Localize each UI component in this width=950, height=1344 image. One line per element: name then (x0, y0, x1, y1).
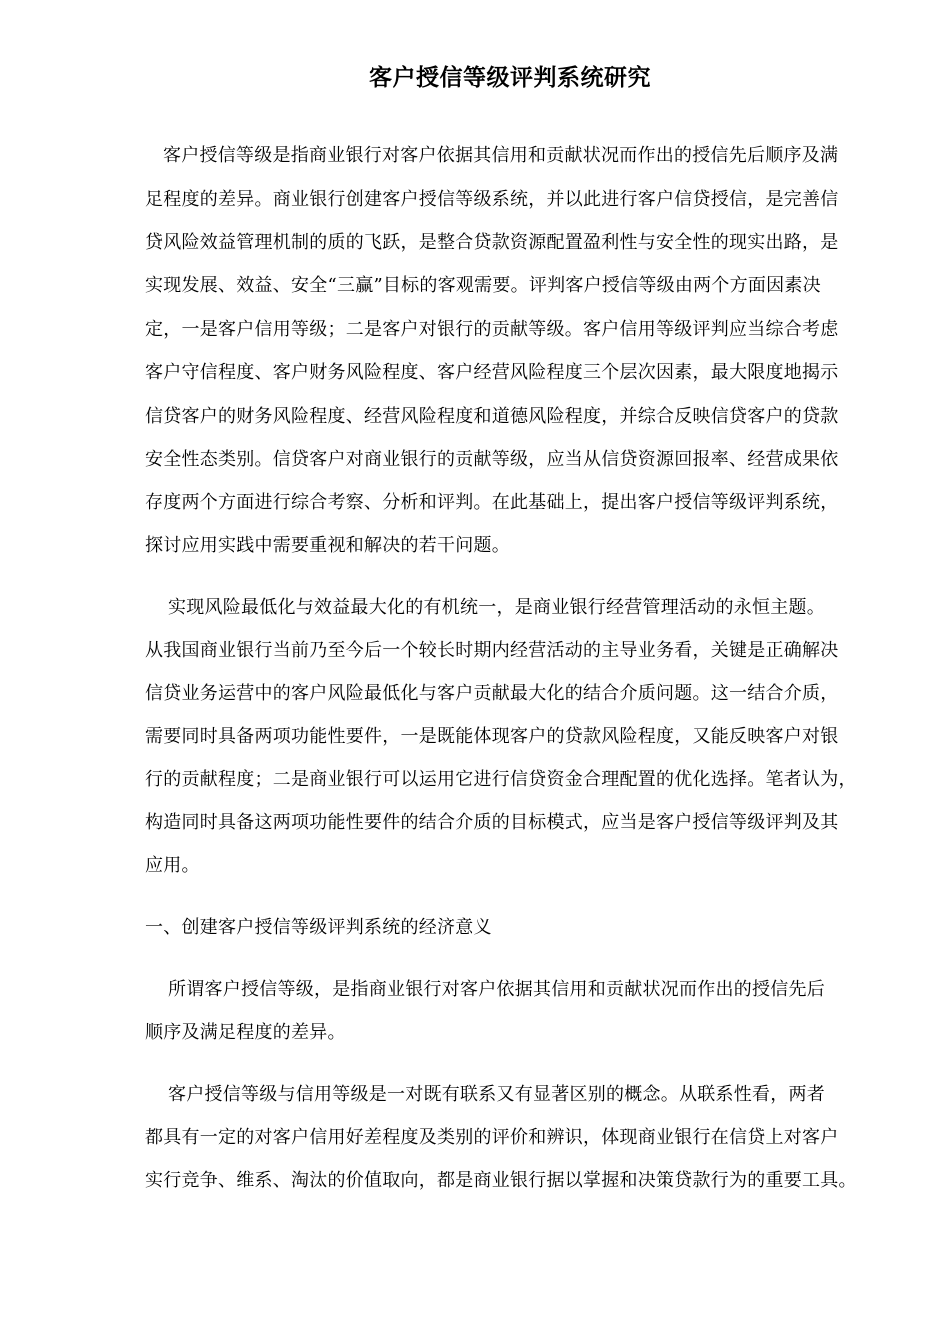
paragraph-1-line-8: 安全性态类别。信贷客户对商业银行的贡献等级，应当从信贷资源回报率、经营成果依 (145, 449, 839, 470)
paragraph-1-line-10: 探讨应用实践中需要重视和解决的若干问题。 (145, 535, 510, 556)
paragraph-1-line-4: 实现发展、效益、安全“三赢”目标的客观需要。评判客户授信等级由两个方面因素决 (145, 275, 821, 296)
paragraph-4-line-2: 都具有一定的对客户信用好差程度及类别的评价和辨识，体现商业银行在信贷上对客户 (145, 1127, 839, 1148)
paragraph-3-line-2: 顺序及满足程度的差异。 (145, 1022, 346, 1043)
paragraph-2-line-3: 信贷业务运营中的客户风险最低化与客户贡献最大化的结合介质问题。这一结合介质， (145, 683, 839, 704)
document-title: 客户授信等级评判系统研究 (369, 65, 651, 91)
paragraph-1-line-5: 定，一是客户信用等级；二是客户对银行的贡献等级。客户信用等级评判应当综合考虑 (145, 319, 839, 340)
paragraph-1-line-3: 贷风险效益管理机制的质的飞跃，是整合贷款资源配置盈利性与安全性的现实出路，是 (145, 232, 839, 253)
paragraph-2-line-5: 行的贡献程度；二是商业银行可以运用它进行信贷资金合理配置的优化选择。笔者认为， (145, 769, 857, 790)
paragraph-1-line-9: 存度两个方面进行综合考察、分析和评判。在此基础上，提出客户授信等级评判系统， (145, 492, 839, 513)
paragraph-1-line-6: 客户守信程度、客户财务风险程度、客户经营风险程度三个层次因素，最大限度地揭示 (145, 362, 839, 383)
paragraph-1-line-1: 客户授信等级是指商业银行对客户依据其信用和贡献状况而作出的授信先后顺序及满 (163, 145, 839, 166)
paragraph-2-line-1: 实现风险最低化与效益最大化的有机统一，是商业银行经营管理活动的永恒主题。 (168, 597, 825, 618)
paragraph-4-line-1: 客户授信等级与信用等级是一对既有联系又有显著区别的概念。从联系性看，两者 (168, 1084, 825, 1105)
paragraph-1-line-2: 足程度的差异。商业银行创建客户授信等级系统，并以此进行客户信贷授信，是完善信 (145, 189, 839, 210)
paragraph-2-line-2: 从我国商业银行当前乃至今后一个较长时期内经营活动的主导业务看，关键是正确解决 (145, 640, 839, 661)
section-heading-1: 一、创建客户授信等级评判系统的经济意义 (145, 917, 492, 938)
paragraph-2-line-7: 应用。 (145, 855, 200, 876)
paragraph-4-line-3: 实行竞争、维系、淘汰的价值取向，都是商业银行据以掌握和决策贷款行为的重要工具。 (145, 1170, 857, 1191)
paragraph-2-line-4: 需要同时具备两项功能性要件，一是既能体现客户的贷款风险程度，又能反映客户对银 (145, 726, 839, 747)
paragraph-2-line-6: 构造同时具备这两项功能性要件的结合介质的目标模式，应当是客户授信等级评判及其 (145, 812, 839, 833)
paragraph-3-line-1: 所谓客户授信等级，是指商业银行对客户依据其信用和贡献状况而作出的授信先后 (168, 979, 825, 1000)
paragraph-1-line-7: 信贷客户的财务风险程度、经营风险程度和道德风险程度，并综合反映信贷客户的贷款 (145, 406, 839, 427)
